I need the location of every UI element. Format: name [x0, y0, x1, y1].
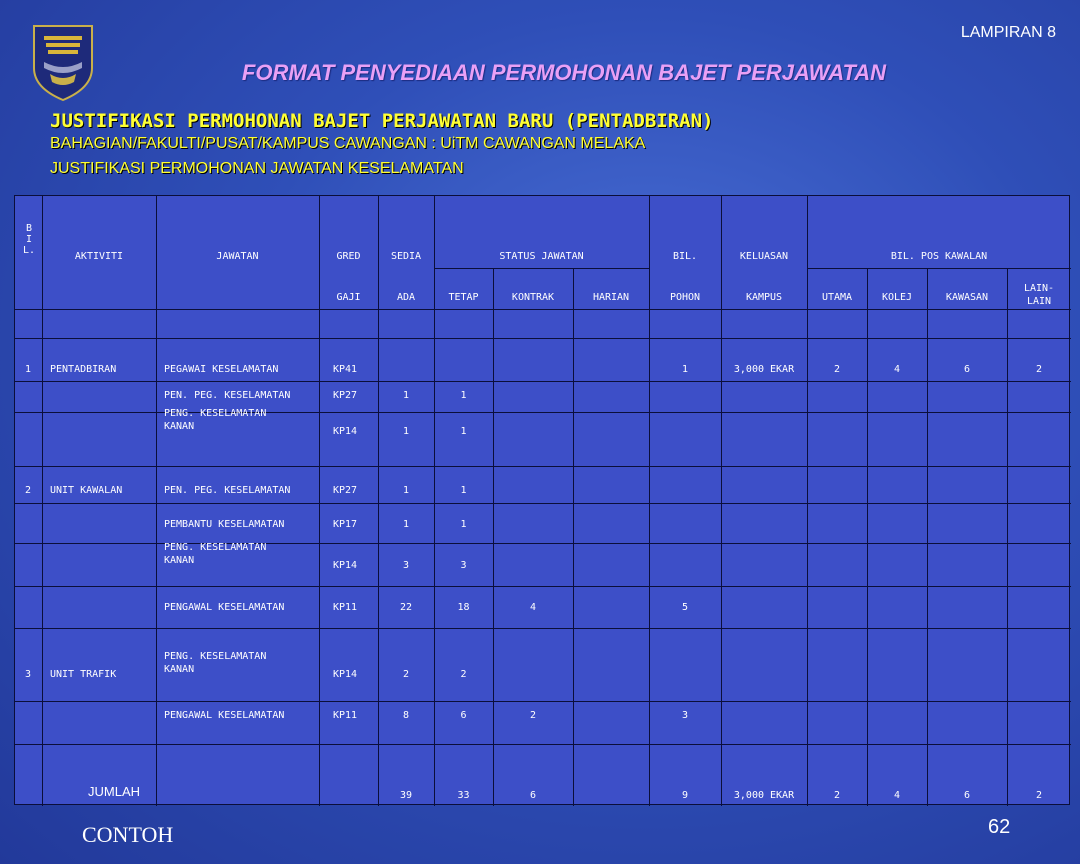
total-label: JUMLAH [88, 784, 141, 799]
grid-line [927, 268, 928, 806]
header-pohon: POHON [669, 292, 701, 303]
row-tetap: 1 [460, 485, 467, 496]
header-kawasan: KAWASAN [945, 292, 989, 303]
grid-line [15, 466, 1071, 467]
total-kolej: 4 [893, 790, 901, 801]
row-gred: KP11 [333, 602, 358, 613]
total-kampus: 3,000 EKAR [733, 790, 795, 801]
header-gred: GRED [336, 251, 361, 262]
grid-line [15, 744, 1071, 745]
header-kontrak: KONTRAK [511, 292, 555, 303]
header-utama: UTAMA [821, 292, 853, 303]
row-ada: 1 [402, 390, 410, 401]
row-tetap: 1 [460, 426, 467, 437]
row-tetap: 3 [460, 560, 467, 571]
total-kontrak: 6 [529, 790, 537, 801]
sample-label: CONTOH [82, 822, 174, 847]
header-tetap: TETAP [448, 292, 479, 303]
header-sedia: SEDIA [390, 251, 422, 262]
grid-line [573, 268, 574, 806]
row-gred: KP11 [333, 710, 358, 721]
row-jawatan: PENGAWAL KESELAMATAN [164, 602, 285, 613]
appendix-label: LAMPIRAN 8 [960, 24, 1056, 41]
row-gred: KP14 [333, 426, 358, 437]
row-aktiviti: UNIT TRAFIK [50, 669, 117, 680]
page-number: 62 [988, 816, 1011, 838]
header-harian: HARIAN [592, 292, 630, 303]
grid-line [15, 586, 1071, 587]
row-gred: KP17 [333, 519, 358, 530]
row-kampus: 3,000 EKAR [733, 364, 795, 375]
grid-line [319, 196, 320, 806]
header-jawatan: JAWATAN [216, 251, 259, 262]
grid-line [434, 268, 649, 269]
header-lain-lain: LAIN-LAIN [1023, 283, 1055, 307]
grid-line [493, 268, 494, 806]
total-pohon: 9 [681, 790, 689, 801]
grid-line [156, 196, 157, 806]
header-aktiviti: AKTIVITI [74, 251, 124, 262]
row-aktiviti: PENTADBIRAN [50, 364, 117, 375]
grid-line [15, 503, 1071, 504]
row-ada: 22 [399, 602, 413, 613]
header-kolej: KOLEJ [881, 292, 913, 303]
header-bil: B I L. [22, 223, 36, 256]
row-aktiviti: UNIT KAWALAN [50, 485, 123, 496]
row-lain: 2 [1035, 364, 1043, 375]
grid-line [15, 701, 1071, 702]
row-ada: 3 [402, 560, 410, 571]
row-ada: 8 [402, 710, 410, 721]
row-kolej: 4 [893, 364, 901, 375]
row-tetap: 2 [460, 669, 467, 680]
row-gred: KP41 [333, 364, 358, 375]
row-bil: 2 [25, 485, 32, 496]
total-lain: 2 [1035, 790, 1043, 801]
subtitle-security: JUSTIFIKASI PERMOHONAN JAWATAN KESELAMATAN [50, 160, 464, 177]
row-kontrak: 4 [529, 602, 537, 613]
total-ada: 39 [399, 790, 413, 801]
header-status: STATUS JAWATAN [499, 251, 584, 262]
grid-line [15, 381, 1071, 382]
grid-line [807, 196, 808, 806]
row-utama: 2 [833, 364, 841, 375]
subtitle-branch: BAHAGIAN/FAKULTI/PUSAT/KAMPUS CAWANGAN : UiTM CAWANGAN MELAKA [50, 135, 646, 152]
row-pohon: 1 [681, 364, 689, 375]
row-gred: KP14 [333, 669, 358, 680]
row-gred: KP14 [333, 560, 358, 571]
row-jawatan: PEN. PEG. KESELAMATAN [164, 485, 291, 496]
row-jawatan: PENG. KESELAMATAN KANAN [164, 542, 267, 566]
total-kawasan: 6 [963, 790, 971, 801]
row-tetap: 18 [457, 602, 470, 613]
total-utama: 2 [833, 790, 841, 801]
row-pohon: 3 [681, 710, 689, 721]
row-bil: 1 [25, 364, 32, 375]
row-jawatan: PEN. PEG. KESELAMATAN [164, 390, 291, 401]
row-tetap: 1 [460, 390, 467, 401]
header-kampus: KAMPUS [745, 292, 783, 303]
row-ada: 1 [402, 485, 410, 496]
row-jawatan: PENG. KESELAMATAN KANAN [164, 408, 267, 432]
header-bil-pohon: BIL. [672, 251, 698, 262]
subtitle-justification: JUSTIFIKASI PERMOHONAN BAJET PERJAWATAN BARU (PENTADBIRAN) [50, 110, 714, 132]
budget-table [14, 195, 1070, 805]
row-bil: 3 [25, 669, 32, 680]
grid-line [867, 268, 868, 806]
grid-line [15, 338, 1071, 339]
row-pohon: 5 [681, 602, 689, 613]
grid-line [1007, 268, 1008, 806]
row-kawasan: 6 [963, 364, 971, 375]
header-ada: ADA [396, 292, 416, 303]
row-ada: 1 [402, 426, 410, 437]
grid-line [807, 268, 1071, 269]
row-kontrak: 2 [529, 710, 537, 721]
header-gaji: GAJI [336, 292, 361, 303]
total-tetap: 33 [457, 790, 470, 801]
row-tetap: 1 [460, 519, 467, 530]
row-jawatan: PENG. KESELAMATAN KANAN [164, 651, 267, 675]
grid-line [721, 196, 722, 806]
header-pos-kawalan: BIL. POS KAWALAN [890, 251, 988, 262]
row-jawatan: PENGAWAL KESELAMATAN [164, 710, 285, 721]
row-ada: 1 [402, 519, 410, 530]
row-gred: KP27 [333, 485, 358, 496]
row-tetap: 6 [460, 710, 467, 721]
row-ada: 2 [402, 669, 410, 680]
grid-line [15, 628, 1071, 629]
grid-line [15, 309, 1071, 310]
header-keluasan: KELUASAN [739, 251, 789, 262]
grid-line [42, 196, 43, 806]
row-jawatan: PEMBANTU KESELAMATAN [164, 519, 285, 530]
page-title: FORMAT PENYEDIAAN PERMOHONAN BAJET PERJAWATAN [241, 60, 887, 85]
row-gred: KP27 [333, 390, 358, 401]
row-jawatan: PEGAWAI KESELAMATAN [164, 364, 279, 375]
